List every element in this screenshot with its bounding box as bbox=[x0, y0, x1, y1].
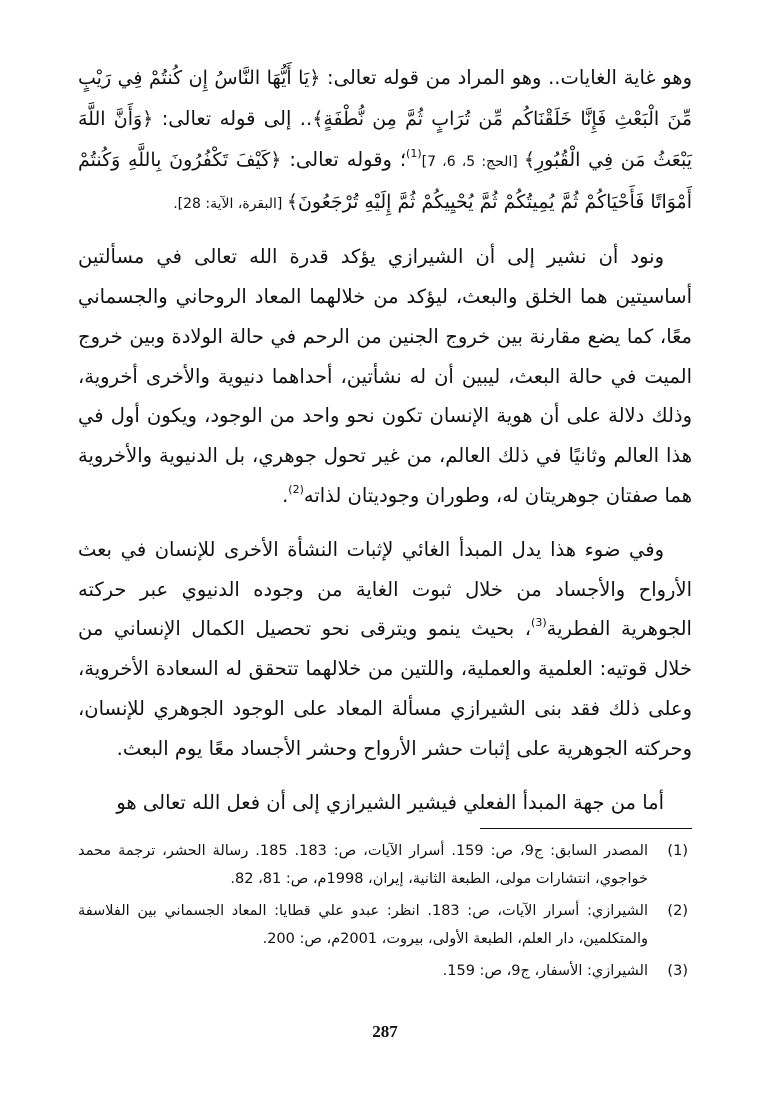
connector-text: ؛ وقوله تعالى: bbox=[281, 147, 407, 171]
page-number: 287 bbox=[372, 1022, 398, 1041]
surah-reference-hajj: [الحج: 5، 6، 7] bbox=[421, 153, 524, 170]
quran-verse-hajj-5: ﴿يَا أَيُّهَا النَّاسُ إِن كُنتُمْ فِي رَيْبٍ مِّنَ الْبَعْثِ فَإِنَّا خَلَقْنَاكُم مِّن تُرَابٍ ثُمَّ مِن نُّطْفَةٍ﴾ bbox=[78, 67, 692, 130]
paragraph-quran-verses bbox=[78, 58, 692, 225]
book-page bbox=[78, 58, 692, 1041]
footnote-1 bbox=[78, 838, 692, 893]
surah-reference-baqarah: [البقرة، الآية: 28]. bbox=[173, 196, 287, 213]
intro-text: وهو غاية الغايات.. وهو المراد من قوله تعالى: bbox=[320, 66, 692, 89]
footnote-number: (3) bbox=[667, 963, 688, 979]
paragraph-two-creations bbox=[78, 237, 692, 516]
footnote-number: (2) bbox=[667, 903, 688, 919]
footnote-text: الشيرازي: الأسفار، ج9، ص: 159. bbox=[442, 963, 648, 979]
quran-verse-hajj-7: ﴿وَأَنَّ اللَّهَ يَبْعَثُ مَن فِي الْقُبُورِ﴾ bbox=[78, 107, 692, 171]
footnotes bbox=[78, 838, 692, 991]
footnote-divider bbox=[480, 828, 692, 829]
footnote-3 bbox=[78, 958, 692, 986]
footnote-marker-2: (2) bbox=[288, 482, 304, 496]
paragraph-text: أما من جهة المبدأ الفعلي فيشير الشيرازي إلى أن فعل الله تعالى هو bbox=[116, 790, 664, 814]
continuation-text: .. إلى قوله تعالى: bbox=[153, 106, 313, 130]
footnote-text: الشيرازي: أسرار الآيات، ص: 183. انظر: عبدو علي قطايا: المعاد الجسماني بين الفلاسفة والمتكلمين، دار العلم، الطبعة الأولى، بيروت، 2001م، ص: 200. bbox=[78, 903, 649, 947]
footnote-number: (1) bbox=[667, 843, 688, 859]
paragraph-text: وفي ضوء هذا يدل المبدأ الغائي لإثبات النشأة الأخرى للإنسان في بعث الأرواح والأجساد من خلال ثبوت الغاية من وجوده الدنيوي عبر حركته الجوهرية الفطرية bbox=[78, 537, 692, 641]
paragraph-end: . bbox=[282, 483, 289, 507]
paragraph-active-principle bbox=[78, 783, 692, 823]
paragraph-final-principle bbox=[78, 530, 692, 769]
footnote-marker-3: (3) bbox=[531, 616, 547, 630]
paragraph-text: ونود أن نشير إلى أن الشيرازي يؤكد قدرة الله تعالى في مسألتين أساسيتين هما الخلق والبعث، ليؤكد من خلالهما المعاد الروحاني والجسماني معًا، كما يضع مقارنة بين خروج الجنين من الرحم في حالة الولادة وبين خروج الميت في حالة البعث، ليبين أن له نشأتين، أحداهما دنيوية والأخرى أخروية، وذلك دلالة على أن هوية الإنسان تكون نحو واحد من الوجود، ويكون أول في هذا العالم وثانيًا في ذلك العالم، من غير تحول جوهري، بل الدنيوية والأخروية هما صفتان جوهريتان له، وطوران وجوديتان لذاته bbox=[78, 245, 692, 507]
footnote-text: المصدر السابق: ج9، ص: 159. أسرار الآيات، ص: 183. 185. رسالة الحشر، ترجمة محمد خواجوي، انتشارات مولى، الطبعة الثانية، إيران، 1998م، ص: 81، 82. bbox=[78, 843, 648, 887]
paragraph-text-continued: ، بحيث ينمو ويترقى نحو تحصيل الكمال الإنساني من خلال قوتيه: العلمية والعملية، واللتين من خلالهما تتحقق له السعادة الأخروية، وعلى ذلك فقد بنى الشيرازي مسألة المعاد على الوجود الجوهري للإنسان، وحركته الجوهرية على إثبات حشر الأرواح وحشر الأجساد معًا يوم البعث. bbox=[78, 617, 692, 760]
quran-verse-baqarah-28: ﴿كَيْفَ تَكْفُرُونَ بِاللَّهِ وَكُنتُمْ أَمْوَاتًا فَأَحْيَاكُمْ ثُمَّ يُمِيتُكُمْ ثُمَّ يُحْيِيكُمْ ثُمَّ إِلَيْهِ تُرْجَعُونَ﴾ bbox=[78, 148, 692, 214]
footnote-2 bbox=[78, 898, 692, 953]
footnote-marker-1: (1) bbox=[406, 146, 422, 160]
